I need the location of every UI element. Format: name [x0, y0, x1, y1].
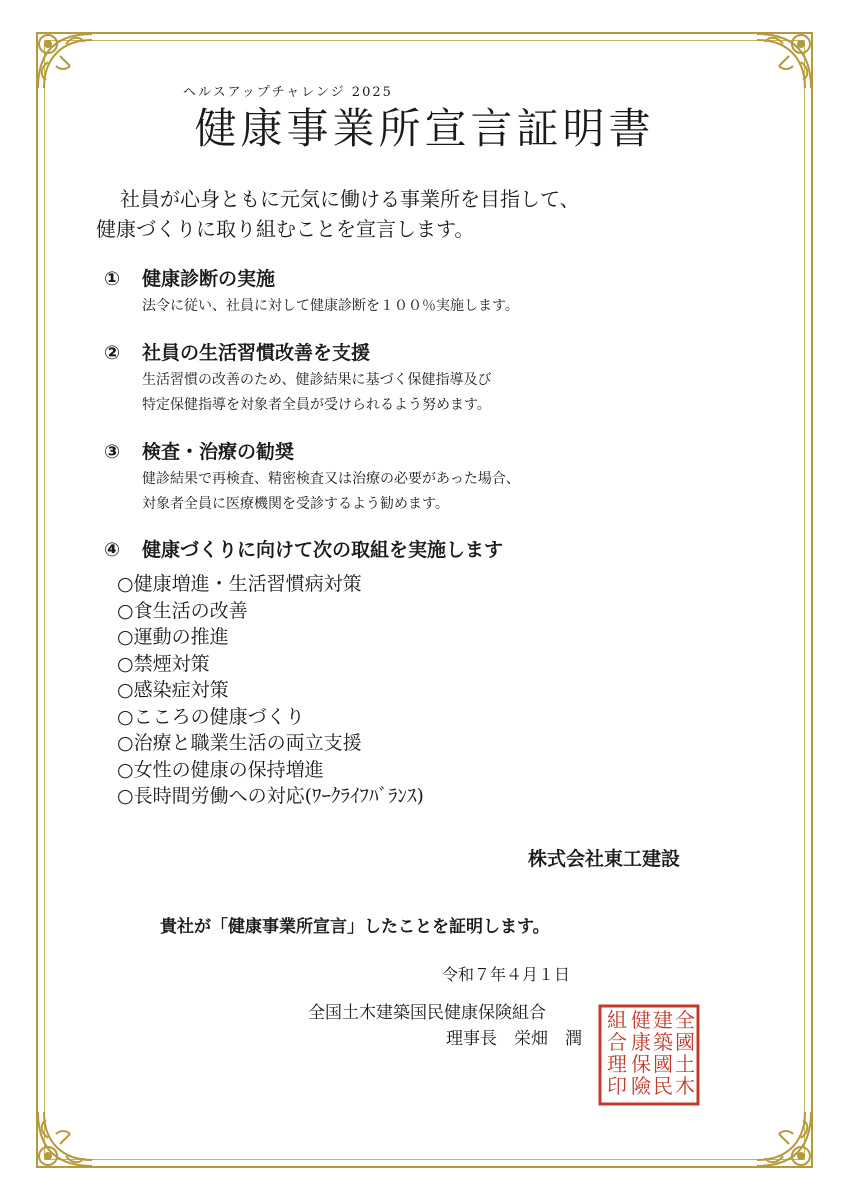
subtitle: ヘルスアップチャレンジ 2025 [183, 85, 393, 100]
section-title: 社員の生活習慣改善を支援 [142, 342, 371, 364]
svg-text:國: 國 [675, 1030, 695, 1054]
svg-text:康: 康 [631, 1030, 651, 1054]
list-item: ○感染症対策 [117, 679, 229, 701]
section-text: 法令に従い、社員に対して健康診断を１００％実施します。 [142, 298, 519, 314]
section-title: 健康づくりに向けて次の取組を実施します [142, 539, 504, 561]
list-item: ○健康増進・生活習慣病対策 [117, 573, 362, 595]
svg-text:險: 險 [631, 1074, 651, 1098]
corner-ornament-top-right-icon [745, 22, 823, 100]
svg-text:土: 土 [675, 1052, 695, 1076]
section-heading [104, 264, 519, 294]
list-item: ○食生活の改善 [117, 599, 248, 622]
svg-text:合: 合 [607, 1030, 627, 1054]
list-item: ○こころの健康づくり [117, 705, 305, 728]
list-item: ○女性の健康の保持増進 [117, 758, 324, 781]
svg-text:木: 木 [675, 1074, 695, 1098]
svg-text:組: 組 [607, 1008, 627, 1032]
section-number: ③ [104, 441, 121, 463]
svg-text:建: 建 [653, 1008, 673, 1032]
list-item: ○運動の推進 [117, 626, 229, 648]
section-text: 特定保健指導を対象者全員が受けられるよう努めます。 [142, 397, 491, 413]
list-item: ○治療と職業生活の両立支援 [117, 732, 362, 754]
svg-text:健: 健 [631, 1008, 651, 1032]
initiative-list [117, 571, 424, 810]
section-title: 健康診断の実施 [142, 268, 276, 290]
section-title: 検査・治療の勧奨 [142, 441, 295, 463]
official-seal [597, 1003, 701, 1107]
corner-ornament-bottom-right-icon [745, 1100, 823, 1178]
section-heading [104, 338, 491, 368]
section-number: ① [104, 268, 121, 290]
svg-text:全: 全 [675, 1008, 695, 1032]
section-heading [104, 437, 520, 467]
section-number: ④ [104, 539, 121, 561]
section-1 [104, 264, 519, 319]
company-name: 株式会社東工建設 [528, 848, 681, 870]
svg-text:國: 國 [653, 1052, 673, 1076]
intro-line: 健康づくりに取り組むことを宣言します。 [96, 217, 475, 241]
section-number: ② [104, 342, 121, 364]
svg-text:民: 民 [653, 1074, 673, 1098]
issue-date: 令和７年４月１日 [442, 965, 571, 984]
corner-ornament-top-left-icon [26, 22, 104, 100]
section-text: 対象者全員に医療機関を受診するよう勧めます。 [142, 496, 449, 512]
section-4 [104, 535, 503, 565]
intro-statement [96, 184, 580, 244]
list-item: ○長時間労働への対応(ﾜｰｸﾗｲﾌﾊﾞﾗﾝｽ) [117, 785, 424, 807]
svg-text:印: 印 [607, 1074, 627, 1098]
issuer-organization: 全国土木建築国民健康保険組合 [308, 1003, 546, 1023]
issuer-chair: 理事長 栄畑 潤 [446, 1029, 582, 1049]
section-2 [104, 338, 491, 418]
certification-statement: 貴社が「健康事業所宣言」したことを証明します。 [160, 917, 550, 937]
svg-text:理: 理 [607, 1052, 627, 1076]
list-item: ○禁煙対策 [117, 652, 210, 675]
corner-ornament-bottom-left-icon [26, 1100, 104, 1178]
svg-text:築: 築 [653, 1030, 673, 1054]
svg-text:保: 保 [631, 1052, 651, 1076]
section-text: 生活習慣の改善のため、健診結果に基づく保健指導及び [142, 372, 492, 388]
section-heading [104, 535, 503, 565]
page-title: 健康事業所宣言証明書 [194, 104, 655, 153]
section-text: 健診結果で再検査、精密検査又は治療の必要があった場合、 [142, 471, 520, 487]
intro-line: 社員が心身ともに元気に働ける事業所を目指して、 [120, 187, 580, 211]
section-3 [104, 437, 520, 517]
